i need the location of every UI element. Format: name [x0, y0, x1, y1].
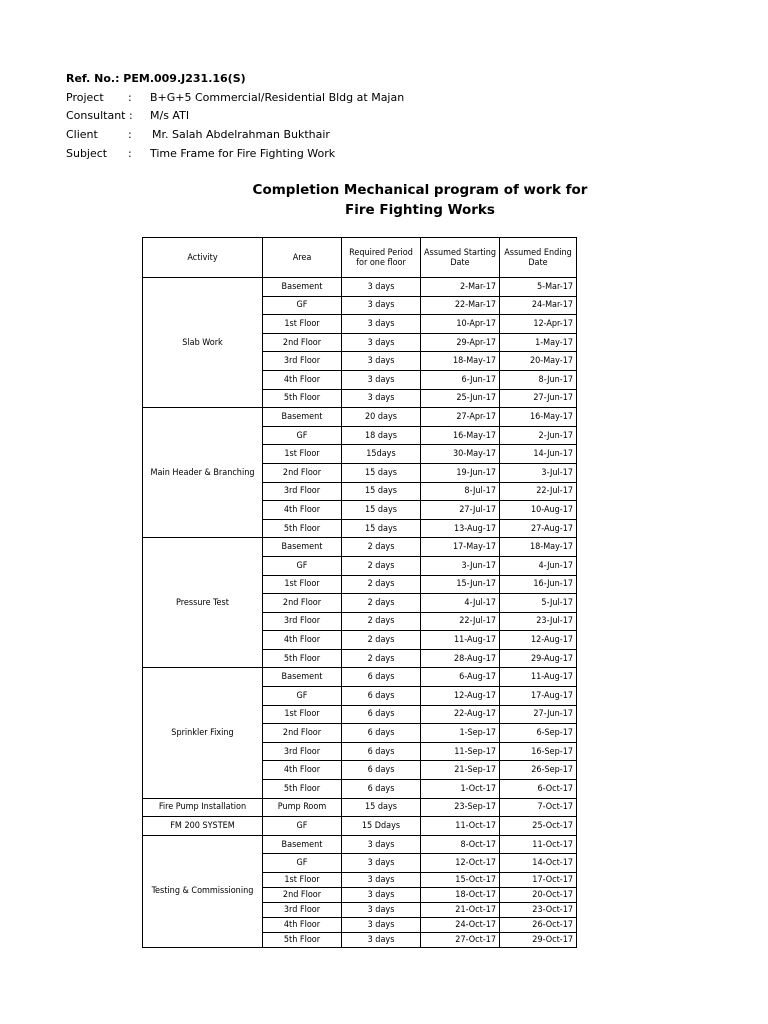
- area-cell: 2nd Floor: [263, 333, 342, 352]
- period-cell: 3 days: [342, 918, 421, 933]
- area-cell: 5th Floor: [263, 389, 342, 408]
- area-cell: 4th Floor: [263, 501, 342, 520]
- period-cell: 2 days: [342, 556, 421, 575]
- end-date-cell: 12-Aug-17: [500, 631, 577, 650]
- column-header: Activity: [143, 238, 263, 278]
- field-value: Time Frame for Fire Fighting Work: [150, 147, 336, 160]
- period-cell: 15 days: [342, 482, 421, 501]
- period-cell: 3 days: [342, 903, 421, 918]
- area-cell: GF: [263, 426, 342, 445]
- start-date-cell: 18-May-17: [421, 352, 500, 371]
- period-cell: 3 days: [342, 873, 421, 888]
- table-header-row: [143, 238, 577, 278]
- column-header: Assumed Starting Date: [421, 238, 500, 278]
- area-cell: 4th Floor: [263, 761, 342, 780]
- table-row: [143, 835, 577, 854]
- activity-cell: Testing & Commissioning: [143, 835, 263, 947]
- period-cell: 3 days: [342, 888, 421, 903]
- start-date-cell: 11-Sep-17: [421, 742, 500, 761]
- start-date-cell: 6-Aug-17: [421, 668, 500, 687]
- end-date-cell: 3-Jul-17: [500, 463, 577, 482]
- period-cell: 6 days: [342, 668, 421, 687]
- area-cell: GF: [263, 854, 342, 873]
- start-date-cell: 18-Oct-17: [421, 888, 500, 903]
- period-cell: 15 days: [342, 463, 421, 482]
- start-date-cell: 2-Mar-17: [421, 278, 500, 297]
- end-date-cell: 27-Aug-17: [500, 519, 577, 538]
- period-cell: 15 days: [342, 798, 421, 817]
- period-cell: 6 days: [342, 724, 421, 743]
- end-date-cell: 1-May-17: [500, 333, 577, 352]
- table-row: [143, 278, 577, 297]
- end-date-cell: 8-Jun-17: [500, 370, 577, 389]
- end-date-cell: 12-Apr-17: [500, 315, 577, 334]
- schedule-table: [142, 237, 577, 948]
- area-cell: GF: [263, 296, 342, 315]
- area-cell: 3rd Floor: [263, 742, 342, 761]
- start-date-cell: 3-Jun-17: [421, 556, 500, 575]
- column-header: Area: [263, 238, 342, 278]
- start-date-cell: 22-Jul-17: [421, 612, 500, 631]
- field-label: Subject: [66, 147, 108, 160]
- end-date-cell: 6-Sep-17: [500, 724, 577, 743]
- end-date-cell: 17-Aug-17: [500, 687, 577, 706]
- column-header: Required Period for one floor: [342, 238, 421, 278]
- activity-cell: Fire Pump Installation: [143, 798, 263, 817]
- area-cell: 1st Floor: [263, 315, 342, 334]
- end-date-cell: 29-Oct-17: [500, 933, 577, 948]
- area-cell: Basement: [263, 835, 342, 854]
- table-row: [143, 668, 577, 687]
- start-date-cell: 30-May-17: [421, 445, 500, 464]
- end-date-cell: 4-Jun-17: [500, 556, 577, 575]
- start-date-cell: 13-Aug-17: [421, 519, 500, 538]
- period-cell: 2 days: [342, 575, 421, 594]
- start-date-cell: 22-Aug-17: [421, 705, 500, 724]
- period-cell: 2 days: [342, 538, 421, 557]
- period-cell: 6 days: [342, 780, 421, 799]
- end-date-cell: 18-May-17: [500, 538, 577, 557]
- table-row: [143, 798, 577, 817]
- period-cell: 3 days: [342, 854, 421, 873]
- start-date-cell: 1-Sep-17: [421, 724, 500, 743]
- area-cell: Basement: [263, 278, 342, 297]
- start-date-cell: 8-Jul-17: [421, 482, 500, 501]
- start-date-cell: 23-Sep-17: [421, 798, 500, 817]
- period-cell: 3 days: [342, 835, 421, 854]
- start-date-cell: 22-Mar-17: [421, 296, 500, 315]
- period-cell: 2 days: [342, 594, 421, 613]
- period-cell: 6 days: [342, 705, 421, 724]
- period-cell: 15days: [342, 445, 421, 464]
- period-cell: 2 days: [342, 649, 421, 668]
- area-cell: Basement: [263, 668, 342, 687]
- start-date-cell: 16-May-17: [421, 426, 500, 445]
- start-date-cell: 4-Jul-17: [421, 594, 500, 613]
- document-subtitle: Fire Fighting Works: [345, 202, 495, 218]
- period-cell: 3 days: [342, 278, 421, 297]
- start-date-cell: 28-Aug-17: [421, 649, 500, 668]
- period-cell: 15 days: [342, 519, 421, 538]
- activity-cell: FM 200 SYSTEM: [143, 817, 263, 836]
- start-date-cell: 11-Oct-17: [421, 817, 500, 836]
- start-date-cell: 29-Apr-17: [421, 333, 500, 352]
- reference-number: Ref. No.: PEM.009.J231.16(S): [66, 72, 246, 85]
- end-date-cell: 26-Oct-17: [500, 918, 577, 933]
- area-cell: 1st Floor: [263, 705, 342, 724]
- column-header: Assumed Ending Date: [500, 238, 577, 278]
- area-cell: GF: [263, 687, 342, 706]
- end-date-cell: 16-Sep-17: [500, 742, 577, 761]
- activity-cell: Pressure Test: [143, 538, 263, 668]
- area-cell: 5th Floor: [263, 933, 342, 948]
- period-cell: 3 days: [342, 370, 421, 389]
- area-cell: 1st Floor: [263, 445, 342, 464]
- start-date-cell: 11-Aug-17: [421, 631, 500, 650]
- end-date-cell: 27-Jun-17: [500, 705, 577, 724]
- area-cell: 3rd Floor: [263, 903, 342, 918]
- activity-cell: Sprinkler Fixing: [143, 668, 263, 798]
- field-label: Client: [66, 128, 98, 141]
- table-row: [143, 408, 577, 427]
- activity-cell: Slab Work: [143, 278, 263, 408]
- area-cell: 1st Floor: [263, 575, 342, 594]
- start-date-cell: 27-Apr-17: [421, 408, 500, 427]
- period-cell: 3 days: [342, 389, 421, 408]
- area-cell: 3rd Floor: [263, 482, 342, 501]
- start-date-cell: 19-Jun-17: [421, 463, 500, 482]
- area-cell: Basement: [263, 538, 342, 557]
- period-cell: 3 days: [342, 315, 421, 334]
- area-cell: 4th Floor: [263, 370, 342, 389]
- end-date-cell: 23-Oct-17: [500, 903, 577, 918]
- field-value: B+G+5 Commercial/Residential Bldg at Majan: [150, 91, 405, 104]
- area-cell: GF: [263, 817, 342, 836]
- period-cell: 3 days: [342, 296, 421, 315]
- period-cell: 3 days: [342, 333, 421, 352]
- period-cell: 6 days: [342, 687, 421, 706]
- table-body: [143, 278, 577, 948]
- end-date-cell: 14-Oct-17: [500, 854, 577, 873]
- area-cell: Basement: [263, 408, 342, 427]
- end-date-cell: 17-Oct-17: [500, 873, 577, 888]
- end-date-cell: 5-Mar-17: [500, 278, 577, 297]
- period-cell: 2 days: [342, 612, 421, 631]
- start-date-cell: 27-Oct-17: [421, 933, 500, 948]
- end-date-cell: 7-Oct-17: [500, 798, 577, 817]
- start-date-cell: 1-Oct-17: [421, 780, 500, 799]
- end-date-cell: 29-Aug-17: [500, 649, 577, 668]
- start-date-cell: 25-Jun-17: [421, 389, 500, 408]
- start-date-cell: 15-Jun-17: [421, 575, 500, 594]
- area-cell: 5th Floor: [263, 519, 342, 538]
- end-date-cell: 23-Jul-17: [500, 612, 577, 631]
- end-date-cell: 11-Oct-17: [500, 835, 577, 854]
- area-cell: 5th Floor: [263, 780, 342, 799]
- start-date-cell: 27-Jul-17: [421, 501, 500, 520]
- area-cell: 2nd Floor: [263, 888, 342, 903]
- field-value: M/s ATI: [150, 109, 190, 122]
- period-cell: 2 days: [342, 631, 421, 650]
- start-date-cell: 15-Oct-17: [421, 873, 500, 888]
- area-cell: GF: [263, 556, 342, 575]
- period-cell: 15 Ddays: [342, 817, 421, 836]
- area-cell: 3rd Floor: [263, 352, 342, 371]
- start-date-cell: 21-Oct-17: [421, 903, 500, 918]
- end-date-cell: 22-Jul-17: [500, 482, 577, 501]
- end-date-cell: 2-Jun-17: [500, 426, 577, 445]
- period-cell: 20 days: [342, 408, 421, 427]
- period-cell: 15 days: [342, 501, 421, 520]
- end-date-cell: 14-Jun-17: [500, 445, 577, 464]
- start-date-cell: 10-Apr-17: [421, 315, 500, 334]
- field-label: Consultant :: [66, 109, 133, 122]
- area-cell: Pump Room: [263, 798, 342, 817]
- start-date-cell: 17-May-17: [421, 538, 500, 557]
- area-cell: 4th Floor: [263, 631, 342, 650]
- start-date-cell: 12-Aug-17: [421, 687, 500, 706]
- end-date-cell: 16-Jun-17: [500, 575, 577, 594]
- area-cell: 1st Floor: [263, 873, 342, 888]
- start-date-cell: 8-Oct-17: [421, 835, 500, 854]
- area-cell: 2nd Floor: [263, 594, 342, 613]
- period-cell: 3 days: [342, 933, 421, 948]
- end-date-cell: 24-Mar-17: [500, 296, 577, 315]
- start-date-cell: 12-Oct-17: [421, 854, 500, 873]
- period-cell: 3 days: [342, 352, 421, 371]
- end-date-cell: 11-Aug-17: [500, 668, 577, 687]
- field-label: Project: [66, 91, 104, 104]
- area-cell: 2nd Floor: [263, 724, 342, 743]
- start-date-cell: 6-Jun-17: [421, 370, 500, 389]
- end-date-cell: 5-Jul-17: [500, 594, 577, 613]
- activity-cell: Main Header & Branching: [143, 408, 263, 538]
- end-date-cell: 25-Oct-17: [500, 817, 577, 836]
- start-date-cell: 24-Oct-17: [421, 918, 500, 933]
- period-cell: 6 days: [342, 742, 421, 761]
- area-cell: 3rd Floor: [263, 612, 342, 631]
- area-cell: 4th Floor: [263, 918, 342, 933]
- end-date-cell: 16-May-17: [500, 408, 577, 427]
- end-date-cell: 6-Oct-17: [500, 780, 577, 799]
- start-date-cell: 21-Sep-17: [421, 761, 500, 780]
- field-value: Mr. Salah Abdelrahman Bukthair: [152, 128, 330, 141]
- end-date-cell: 26-Sep-17: [500, 761, 577, 780]
- area-cell: 2nd Floor: [263, 463, 342, 482]
- table-row: [143, 817, 577, 836]
- end-date-cell: 20-May-17: [500, 352, 577, 371]
- area-cell: 5th Floor: [263, 649, 342, 668]
- table-row: [143, 538, 577, 557]
- period-cell: 6 days: [342, 761, 421, 780]
- period-cell: 18 days: [342, 426, 421, 445]
- end-date-cell: 27-Jun-17: [500, 389, 577, 408]
- document-title: Completion Mechanical program of work for: [252, 182, 588, 198]
- end-date-cell: 10-Aug-17: [500, 501, 577, 520]
- end-date-cell: 20-Oct-17: [500, 888, 577, 903]
